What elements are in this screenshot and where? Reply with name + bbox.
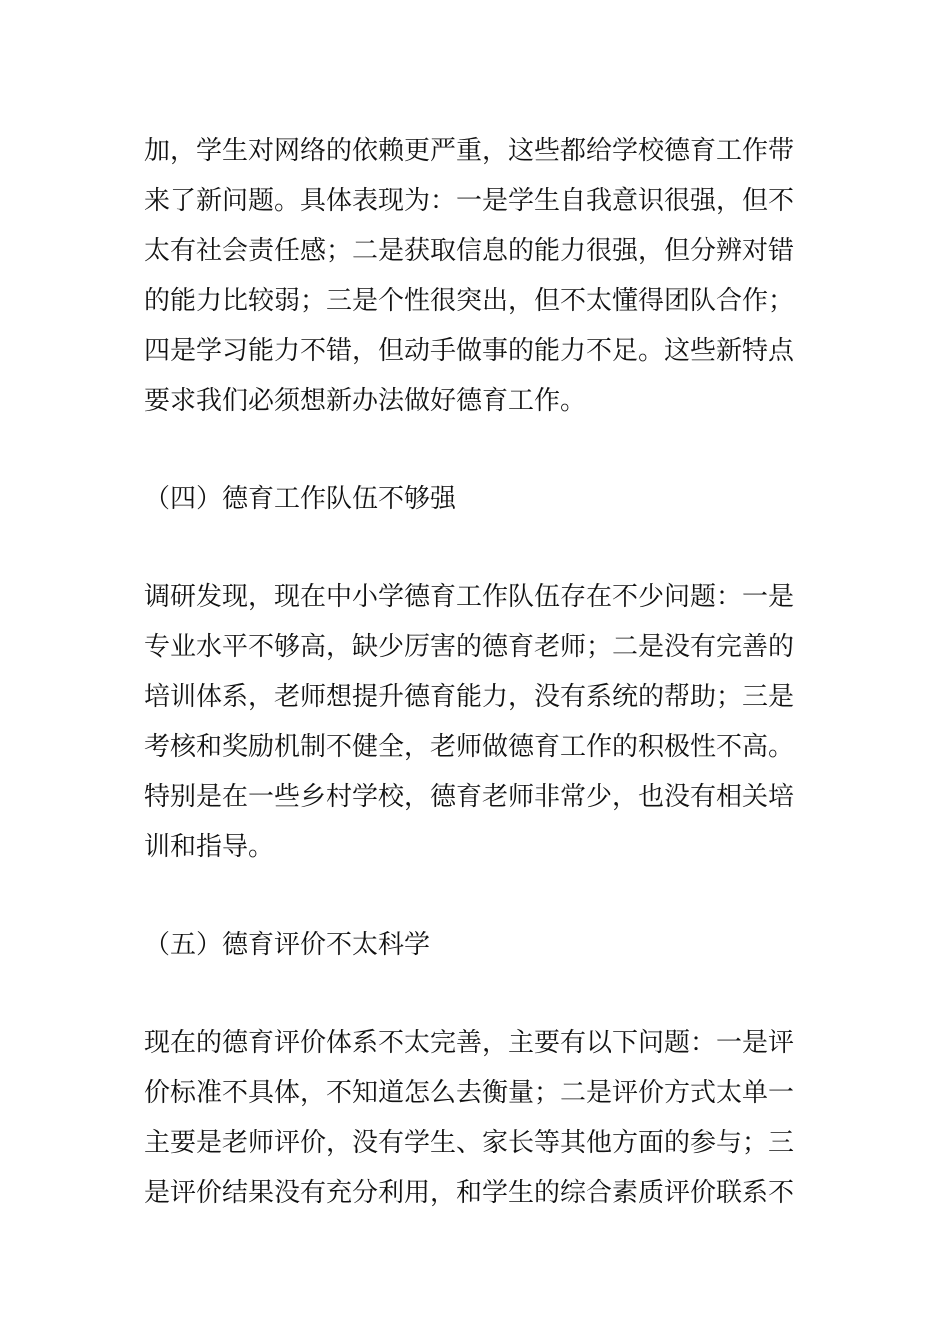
text-line: 专业水平不够高，缺少厉害的德育老师；二是没有完善的: [144, 632, 795, 662]
document-page: [144, 126, 808, 1218]
text-line: 的能力比较弱；三是个性很突出，但不太懂得团队合作；: [144, 286, 795, 316]
text-line: 现在的德育评价体系不太完善，主要有以下问题：一是评: [144, 1028, 795, 1058]
paragraph-evaluation: [144, 1018, 808, 1218]
text-line: 太有社会责任感；二是获取信息的能力很强，但分辨对错: [144, 236, 795, 266]
text-line: 调研发现，现在中小学德育工作队伍存在不少问题：一是: [144, 582, 795, 612]
section-heading-5: （五）德育评价不太科学: [144, 930, 431, 960]
text-line: 价标准不具体，不知道怎么去衡量；二是评价方式太单一: [144, 1078, 795, 1108]
text-line: 主要是老师评价，没有学生、家长等其他方面的参与；三: [144, 1128, 795, 1158]
paragraph-teacher-team: [144, 572, 808, 872]
text-line: 是评价结果没有充分利用，和学生的综合素质评价联系不: [144, 1178, 795, 1208]
paragraph-network-dependence: [144, 126, 808, 426]
text-line: 特别是在一些乡村学校，德育老师非常少，也没有相关培: [144, 782, 795, 812]
section-heading-4: （四）德育工作队伍不够强: [144, 484, 457, 514]
text-line: 培训体系，老师想提升德育能力，没有系统的帮助；三是: [144, 682, 795, 712]
text-line: 要求我们必须想新办法做好德育工作。: [144, 386, 587, 416]
text-line: 考核和奖励机制不健全，老师做德育工作的积极性不高。: [144, 732, 795, 762]
text-line: 四是学习能力不错，但动手做事的能力不足。这些新特点: [144, 336, 795, 366]
text-line: 训和指导。: [144, 832, 275, 862]
text-line: 来了新问题。具体表现为：一是学生自我意识很强，但不: [144, 186, 795, 216]
text-line: 加，学生对网络的依赖更严重，这些都给学校德育工作带: [144, 136, 795, 166]
